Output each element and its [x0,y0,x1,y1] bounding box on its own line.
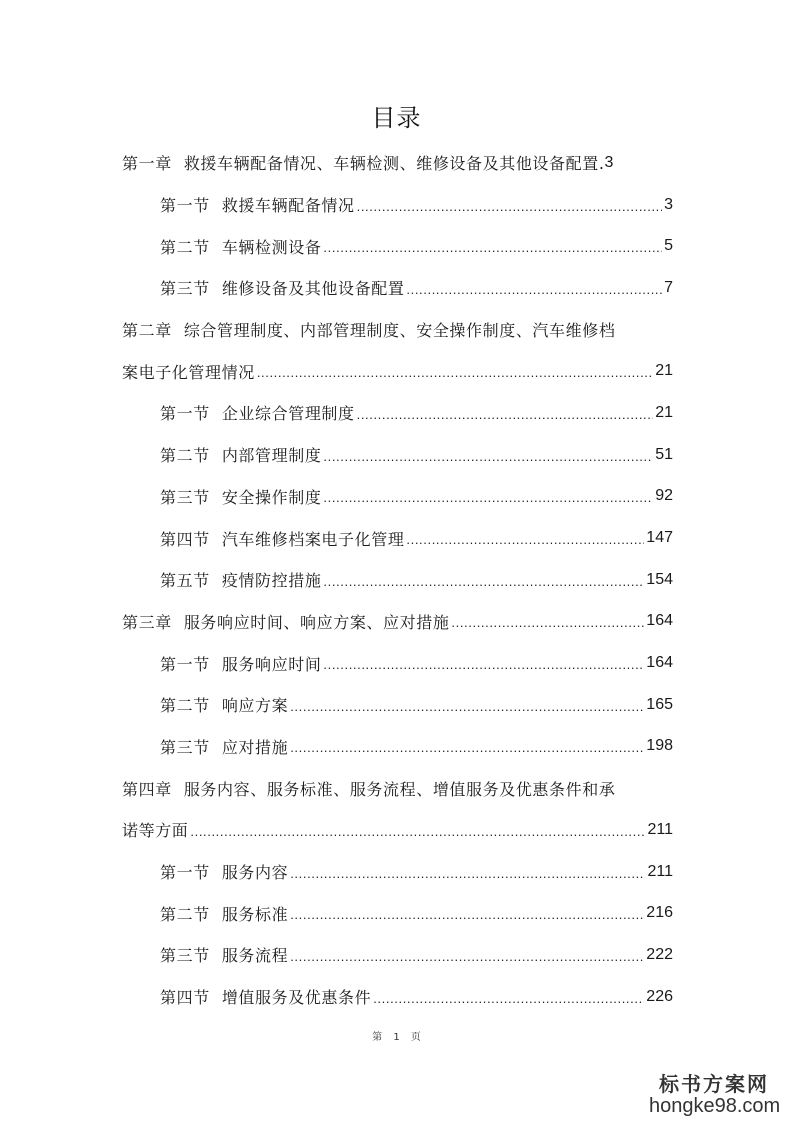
toc-entry-page: 165 [646,695,673,713]
toc-leader-dots [190,822,645,838]
toc-entry-page: 5 [664,237,673,255]
toc-entry-label [160,193,355,216]
toc-entry-page: 147 [646,529,673,547]
toc-entry-title-continued: 案电子化管理情况 [122,362,255,382]
toc-leader-dots [323,572,644,588]
toc-leader-dots [357,197,662,213]
toc-entry-page: 226 [646,987,673,1005]
toc-entry-label [160,568,321,591]
toc-entry-title: 救援车辆配备情况、车辆检测、维修设备及其他设备配置. [183,154,605,174]
toc-entry-title: 综合管理制度、内部管理制度、安全操作制度、汽车维修档 [183,321,616,341]
toc-entry[interactable] [122,517,673,559]
toc-leader-dots [373,989,644,1005]
toc-entry[interactable] [122,642,673,684]
toc-leader-dots [323,655,644,671]
toc-entry-number: 第四节 [160,988,210,1008]
toc-entry-number: 第二章 [122,321,172,341]
watermark-logo [649,1068,779,1118]
footer-page-number: 1 [393,1032,400,1043]
toc-entry-number: 第二节 [160,696,210,716]
toc-entry-number: 第二节 [160,237,210,257]
toc-entry-label [160,860,288,883]
toc-entry[interactable] [122,350,673,392]
toc-entry[interactable] [122,684,673,726]
toc-entry-label [160,485,321,508]
toc-entry-number: 第三节 [160,487,210,507]
toc-entry-page: 222 [646,945,673,963]
toc-entry-title: 响应方案 [221,696,289,716]
toc-leader-dots [290,864,645,880]
toc-entry-title: 维修设备及其他设备配置 [221,279,405,299]
toc-entry-label [160,902,288,925]
toc-entry-number: 第四节 [160,529,210,549]
toc-entry-number: 第三节 [160,737,210,757]
toc-leader-dots [323,488,653,504]
toc-entry-number: 第四章 [122,779,172,799]
toc-entry[interactable] [122,184,673,226]
toc-entry-label [160,401,355,424]
toc-leader-dots [323,238,662,254]
page-footer [0,1028,793,1043]
toc-entry-label [160,235,321,258]
toc-entry-page: 7 [664,278,673,296]
toc-entry[interactable] [122,601,673,643]
toc-entry-page: 51 [655,445,673,463]
toc-entry-page: 21 [655,362,673,380]
toc-entry-page: 216 [646,904,673,922]
table-of-contents [122,142,673,1017]
toc-leader-dots [406,530,644,546]
toc-entry-title: 服务响应时间、响应方案、应对措施 [183,612,450,632]
toc-entry-page: 3 [604,153,614,171]
toc-leader-dots [406,280,662,296]
toc-entry-title: 安全操作制度 [221,487,322,507]
toc-entry-label [160,443,321,466]
toc-entry-page: 211 [647,820,673,838]
toc-entry-number: 第一章 [122,154,172,174]
toc-entry-title: 疫情防控措施 [221,571,322,591]
toc-entry-title: 增值服务及优惠条件 [221,988,372,1008]
toc-entry[interactable] [122,267,673,309]
toc-leader-dots [323,447,653,463]
toc-entry-title: 服务流程 [221,946,289,966]
toc-entry-title: 服务内容 [221,863,289,883]
toc-entry[interactable] [122,142,673,184]
toc-entry-title-continued: 诺等方面 [122,821,189,841]
toc-entry-page: 164 [646,654,673,672]
toc-entry-label [160,276,404,299]
toc-leader-dots [357,405,654,421]
toc-entry-number: 第二节 [160,446,210,466]
toc-entry-title: 应对措施 [221,737,289,757]
toc-entry[interactable] [122,726,673,768]
page-title: 目录 [371,104,422,132]
toc-entry-label [122,610,449,633]
toc-entry[interactable] [122,892,673,934]
toc-entry-page: 3 [664,195,673,213]
toc-entry-title: 车辆检测设备 [221,237,322,257]
toc-leader-dots [290,738,644,754]
toc-entry-page: 164 [646,612,673,630]
toc-entry-number: 第五节 [160,571,210,591]
toc-entry-number: 第三节 [160,946,210,966]
toc-entry[interactable] [122,476,673,518]
toc-entry-label [160,735,288,758]
toc-entry[interactable] [122,434,673,476]
toc-entry-title: 服务响应时间 [221,654,322,674]
toc-entry-title: 企业综合管理制度 [221,404,355,424]
toc-entry[interactable] [122,225,673,267]
toc-leader-dots [257,363,653,379]
toc-entry-title: 服务标准 [221,904,289,924]
toc-entry-number: 第一节 [160,404,210,424]
toc-entry[interactable] [122,809,673,851]
toc-entry-number: 第一节 [160,196,210,216]
toc-entry-page: 92 [655,487,673,505]
toc-leader-dots [290,905,644,921]
toc-entry-page: 198 [646,737,673,755]
toc-entry[interactable] [122,851,673,893]
toc-entry-label [160,652,321,675]
watermark-url: hongke98.com [649,1095,781,1117]
toc-entry-number: 第二节 [160,904,210,924]
toc-entry-title: 服务内容、服务标准、服务流程、增值服务及优惠条件和承 [183,779,616,799]
toc-entry[interactable] [122,392,673,434]
footer-suffix: 页 [410,1032,421,1043]
toc-entry-line[interactable] [122,309,673,351]
toc-leader-dots [290,697,644,713]
toc-entry-page: 211 [647,862,673,880]
toc-entry[interactable] [122,559,673,601]
toc-entry-number: 第三章 [122,612,172,632]
toc-entry-label [160,693,288,716]
toc-entry-title: 救援车辆配备情况 [221,196,355,216]
toc-entry-page: 154 [646,570,673,588]
toc-entry-title: 汽车维修档案电子化管理 [221,529,405,549]
toc-leader-dots [290,947,644,963]
toc-entry[interactable] [122,934,673,976]
toc-entry-page: 21 [655,403,673,421]
toc-entry-line[interactable] [122,767,673,809]
toc-entry-number: 第一节 [160,863,210,883]
toc-entry[interactable] [122,976,673,1018]
watermark-cn: 标书方案网 [659,1072,769,1096]
toc-entry-number: 第三节 [160,279,210,299]
toc-entry-label [160,985,371,1008]
toc-entry-label [160,527,404,550]
toc-entry-label [122,151,605,174]
toc-entry-title: 内部管理制度 [221,446,322,466]
toc-entry-number: 第一节 [160,654,210,674]
toc-entry-label [160,943,288,966]
toc-leader-dots [451,613,644,629]
footer-prefix: 第 [372,1032,383,1043]
